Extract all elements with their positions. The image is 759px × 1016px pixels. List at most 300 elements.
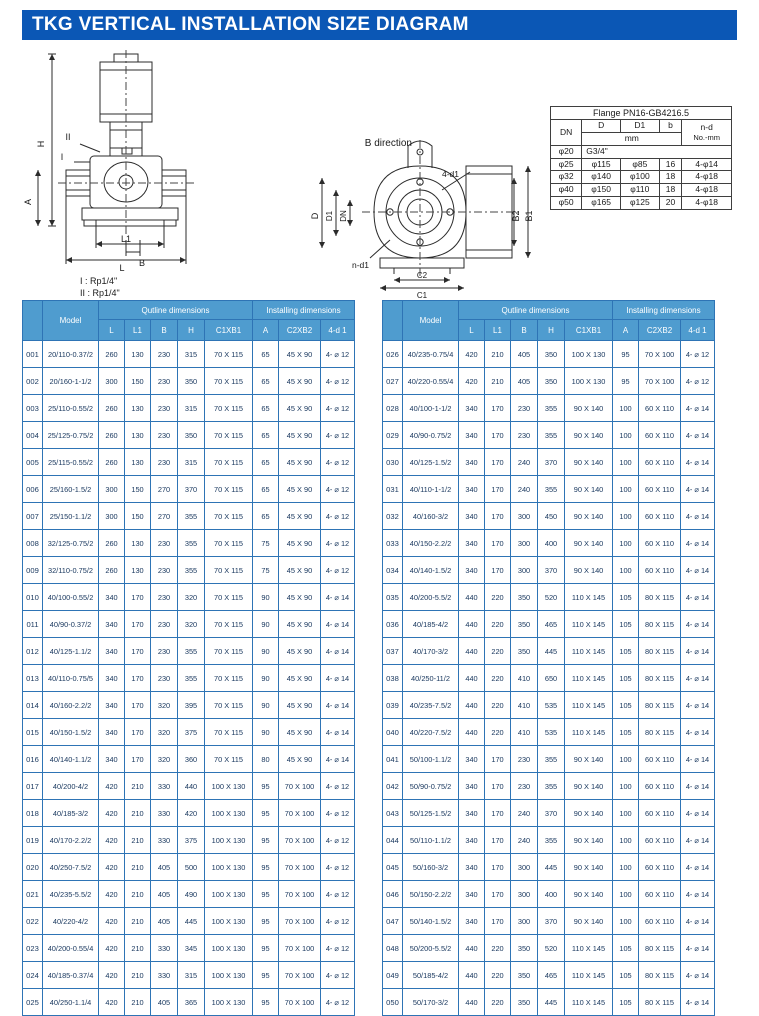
table-row xyxy=(23,800,355,827)
row-A: 100 xyxy=(613,908,639,935)
table-row xyxy=(23,368,355,395)
row-model: 40/200-4/2 xyxy=(43,773,99,800)
row-B: 230 xyxy=(511,395,538,422)
row-4d1: 4- ⌀ 14 xyxy=(321,611,355,638)
row-L: 340 xyxy=(459,827,485,854)
row-model: 40/110-1-1/2 xyxy=(403,476,459,503)
dimensions-table-left xyxy=(22,300,355,1016)
table-row xyxy=(23,557,355,584)
row-H: 355 xyxy=(538,422,565,449)
row-L1: 130 xyxy=(125,341,151,368)
row-index: 013 xyxy=(23,665,43,692)
flange-cell-d1: φ100 xyxy=(620,171,659,184)
row-index: 032 xyxy=(383,503,403,530)
row-B: 230 xyxy=(151,557,178,584)
row-L1: 170 xyxy=(485,827,511,854)
row-model: 40/250-11/2 xyxy=(403,665,459,692)
row-A: 100 xyxy=(613,395,639,422)
row-A: 100 xyxy=(613,557,639,584)
table-row xyxy=(23,746,355,773)
flange-cell-b: 18 xyxy=(659,171,682,184)
row-L1: 170 xyxy=(125,746,151,773)
flange-cell-d: φ150 xyxy=(582,184,621,197)
row-A: 95 xyxy=(253,962,279,989)
row-4d1: 4- ⌀ 14 xyxy=(321,719,355,746)
row-model: 40/235-7.5/2 xyxy=(403,692,459,719)
row-L: 440 xyxy=(459,719,485,746)
row-4d1: 4- ⌀ 14 xyxy=(681,935,715,962)
row-A: 105 xyxy=(613,665,639,692)
row-C2XB2: 70 X 100 xyxy=(279,800,321,827)
row-model: 40/160-2.2/2 xyxy=(43,692,99,719)
diagram-area xyxy=(22,44,737,300)
row-C2XB2: 60 X 110 xyxy=(639,449,681,476)
row-index: 039 xyxy=(383,692,403,719)
row-A: 90 xyxy=(253,665,279,692)
row-L: 340 xyxy=(459,908,485,935)
row-index: 044 xyxy=(383,827,403,854)
row-C1XB1: 70 X 115 xyxy=(205,557,253,584)
row-B: 350 xyxy=(511,584,538,611)
row-L: 440 xyxy=(459,935,485,962)
row-H: 370 xyxy=(178,476,205,503)
row-C2XB2: 60 X 110 xyxy=(639,854,681,881)
header-L1: L1 xyxy=(125,320,151,341)
row-index: 021 xyxy=(23,881,43,908)
flange-cell-dn: φ20 xyxy=(551,145,582,158)
table-row xyxy=(23,935,355,962)
row-C2XB2: 60 X 110 xyxy=(639,773,681,800)
flange-row xyxy=(551,184,732,197)
row-A: 95 xyxy=(613,368,639,395)
row-C2XB2: 45 X 90 xyxy=(279,476,321,503)
row-H: 465 xyxy=(538,611,565,638)
table-row xyxy=(383,476,715,503)
row-C1XB1: 100 X 130 xyxy=(205,935,253,962)
table-row xyxy=(383,746,715,773)
row-L: 420 xyxy=(99,962,125,989)
table-row xyxy=(23,449,355,476)
row-A: 65 xyxy=(253,368,279,395)
row-4d1: 4- ⌀ 14 xyxy=(681,638,715,665)
row-H: 450 xyxy=(538,503,565,530)
row-L: 300 xyxy=(99,476,125,503)
table-row xyxy=(23,422,355,449)
row-4d1: 4- ⌀ 12 xyxy=(321,854,355,881)
row-C1XB1: 90 X 140 xyxy=(565,530,613,557)
flange-cell-nd: 4-φ14 xyxy=(682,158,732,171)
table-row xyxy=(383,827,715,854)
flange-cell-b: 18 xyxy=(659,184,682,197)
row-C2XB2: 45 X 90 xyxy=(279,368,321,395)
row-L1: 210 xyxy=(125,908,151,935)
row-H: 400 xyxy=(538,881,565,908)
row-B: 350 xyxy=(511,989,538,1016)
row-L1: 210 xyxy=(125,827,151,854)
row-L: 340 xyxy=(99,638,125,665)
row-B: 405 xyxy=(151,854,178,881)
row-L1: 220 xyxy=(485,962,511,989)
row-C1XB1: 70 X 115 xyxy=(205,368,253,395)
flange-cell-dn: φ32 xyxy=(551,171,582,184)
row-index: 008 xyxy=(23,530,43,557)
row-index: 029 xyxy=(383,422,403,449)
flange-cell-d: φ140 xyxy=(582,171,621,184)
row-C1XB1: 70 X 115 xyxy=(205,449,253,476)
header-C2XB2: C2XB2 xyxy=(279,320,321,341)
row-B: 230 xyxy=(151,422,178,449)
row-A: 100 xyxy=(613,449,639,476)
row-C1XB1: 70 X 115 xyxy=(205,584,253,611)
row-4d1: 4- ⌀ 14 xyxy=(681,827,715,854)
row-L: 440 xyxy=(459,665,485,692)
row-L1: 210 xyxy=(485,341,511,368)
row-model: 32/110-0.75/2 xyxy=(43,557,99,584)
row-model: 40/160-3/2 xyxy=(403,503,459,530)
row-L1: 170 xyxy=(125,719,151,746)
row-model: 25/110-0.55/2 xyxy=(43,395,99,422)
row-C1XB1: 100 X 130 xyxy=(205,773,253,800)
row-L: 440 xyxy=(459,962,485,989)
row-C1XB1: 90 X 140 xyxy=(565,800,613,827)
row-B: 230 xyxy=(511,746,538,773)
row-A: 95 xyxy=(253,989,279,1016)
row-C2XB2: 45 X 90 xyxy=(279,449,321,476)
table-row xyxy=(383,935,715,962)
row-L1: 210 xyxy=(125,854,151,881)
row-A: 95 xyxy=(253,773,279,800)
row-C2XB2: 70 X 100 xyxy=(279,881,321,908)
row-L: 340 xyxy=(459,773,485,800)
row-C1XB1: 70 X 115 xyxy=(205,638,253,665)
row-L: 420 xyxy=(99,881,125,908)
dimensions-table-right xyxy=(382,300,715,1016)
dim-label-L1: L1 xyxy=(120,234,132,244)
row-B: 300 xyxy=(511,530,538,557)
row-C1XB1: 70 X 115 xyxy=(205,665,253,692)
row-model: 40/90-0.37/2 xyxy=(43,611,99,638)
row-index: 024 xyxy=(23,962,43,989)
flange-cell-d: φ115 xyxy=(582,158,621,171)
row-H: 320 xyxy=(178,584,205,611)
row-C2XB2: 45 X 90 xyxy=(279,692,321,719)
row-B: 300 xyxy=(511,854,538,881)
row-H: 350 xyxy=(178,422,205,449)
row-C1XB1: 90 X 140 xyxy=(565,908,613,935)
row-model: 40/125-1.5/2 xyxy=(403,449,459,476)
table-row xyxy=(383,395,715,422)
table-row xyxy=(383,800,715,827)
row-L: 420 xyxy=(459,368,485,395)
row-index: 036 xyxy=(383,611,403,638)
row-H: 355 xyxy=(178,638,205,665)
header-A: A xyxy=(253,320,279,341)
row-A: 65 xyxy=(253,395,279,422)
row-C1XB1: 110 X 145 xyxy=(565,584,613,611)
row-H: 355 xyxy=(538,476,565,503)
row-model: 40/100-1-1/2 xyxy=(403,395,459,422)
flange-col-D: D xyxy=(582,120,621,133)
row-C1XB1: 110 X 145 xyxy=(565,935,613,962)
table-row xyxy=(383,989,715,1016)
row-L: 340 xyxy=(459,746,485,773)
row-B: 240 xyxy=(511,827,538,854)
row-4d1: 4- ⌀ 14 xyxy=(321,665,355,692)
header-installing-dimensions: Installing dimensions xyxy=(613,301,715,320)
row-C2XB2: 45 X 90 xyxy=(279,422,321,449)
table-row xyxy=(23,530,355,557)
row-H: 365 xyxy=(178,989,205,1016)
header-4d1: 4-d 1 xyxy=(321,320,355,341)
row-index: 031 xyxy=(383,476,403,503)
row-index: 005 xyxy=(23,449,43,476)
left-table-body xyxy=(23,341,355,1016)
header-L1: L1 xyxy=(485,320,511,341)
row-4d1: 4- ⌀ 14 xyxy=(681,449,715,476)
row-4d1: 4- ⌀ 14 xyxy=(681,503,715,530)
row-C2XB2: 80 X 115 xyxy=(639,638,681,665)
row-L: 340 xyxy=(459,530,485,557)
row-C2XB2: 60 X 110 xyxy=(639,827,681,854)
header-C1XB1: C1XB1 xyxy=(565,320,613,341)
row-L: 420 xyxy=(99,800,125,827)
header-index xyxy=(383,301,403,341)
row-B: 270 xyxy=(151,503,178,530)
row-L: 340 xyxy=(99,665,125,692)
row-C1XB1: 90 X 140 xyxy=(565,395,613,422)
row-C2XB2: 70 X 100 xyxy=(639,368,681,395)
row-B: 350 xyxy=(511,935,538,962)
row-4d1: 4- ⌀ 14 xyxy=(681,665,715,692)
row-C2XB2: 80 X 115 xyxy=(639,692,681,719)
dim-label-H: H xyxy=(36,140,46,148)
row-index: 007 xyxy=(23,503,43,530)
table-row xyxy=(23,881,355,908)
dim-label-A: A xyxy=(23,198,33,206)
row-C1XB1: 70 X 115 xyxy=(205,746,253,773)
header-model: Model xyxy=(43,301,99,341)
row-L1: 170 xyxy=(485,449,511,476)
row-A: 75 xyxy=(253,557,279,584)
row-model: 20/110-0.37/2 xyxy=(43,341,99,368)
table-row xyxy=(383,719,715,746)
row-model: 40/250-7.5/2 xyxy=(43,854,99,881)
row-A: 65 xyxy=(253,476,279,503)
row-C2XB2: 45 X 90 xyxy=(279,341,321,368)
dimensions-tables xyxy=(22,300,737,1016)
row-index: 046 xyxy=(383,881,403,908)
row-H: 315 xyxy=(178,449,205,476)
row-B: 230 xyxy=(151,530,178,557)
row-B: 230 xyxy=(151,665,178,692)
row-4d1: 4- ⌀ 12 xyxy=(681,341,715,368)
row-L: 340 xyxy=(459,800,485,827)
flange-table-title: Flange PN16-GB4216.5 xyxy=(551,107,732,120)
row-L: 340 xyxy=(459,476,485,503)
row-L1: 130 xyxy=(125,422,151,449)
row-L1: 170 xyxy=(485,854,511,881)
row-L: 440 xyxy=(459,692,485,719)
row-index: 047 xyxy=(383,908,403,935)
row-B: 240 xyxy=(511,476,538,503)
table-row xyxy=(23,395,355,422)
row-C1XB1: 70 X 115 xyxy=(205,530,253,557)
table-row xyxy=(23,773,355,800)
row-L: 260 xyxy=(99,449,125,476)
row-L1: 220 xyxy=(485,611,511,638)
row-L1: 150 xyxy=(125,503,151,530)
row-L1: 170 xyxy=(485,557,511,584)
row-C1XB1: 90 X 140 xyxy=(565,449,613,476)
row-C2XB2: 70 X 100 xyxy=(279,989,321,1016)
row-B: 240 xyxy=(511,800,538,827)
row-H: 370 xyxy=(538,800,565,827)
row-4d1: 4- ⌀ 12 xyxy=(321,503,355,530)
row-index: 003 xyxy=(23,395,43,422)
row-H: 535 xyxy=(538,692,565,719)
row-A: 105 xyxy=(613,989,639,1016)
row-4d1: 4- ⌀ 14 xyxy=(681,881,715,908)
row-L: 420 xyxy=(99,827,125,854)
row-H: 315 xyxy=(178,962,205,989)
row-C1XB1: 70 X 115 xyxy=(205,422,253,449)
row-L: 440 xyxy=(459,611,485,638)
row-index: 018 xyxy=(23,800,43,827)
row-L1: 220 xyxy=(485,692,511,719)
row-A: 90 xyxy=(253,719,279,746)
row-C2XB2: 45 X 90 xyxy=(279,611,321,638)
flange-row xyxy=(551,145,732,158)
row-4d1: 4- ⌀ 14 xyxy=(681,908,715,935)
row-model: 25/115-0.55/2 xyxy=(43,449,99,476)
row-4d1: 4- ⌀ 12 xyxy=(321,530,355,557)
row-index: 011 xyxy=(23,611,43,638)
row-C1XB1: 110 X 145 xyxy=(565,989,613,1016)
table-row xyxy=(23,584,355,611)
row-L1: 210 xyxy=(125,989,151,1016)
row-H: 345 xyxy=(178,935,205,962)
row-H: 315 xyxy=(178,341,205,368)
flange-col-b: b xyxy=(659,120,682,133)
row-index: 045 xyxy=(383,854,403,881)
row-L: 420 xyxy=(99,773,125,800)
note-rp-I: I : Rp1/4" xyxy=(80,276,118,286)
table-row xyxy=(383,449,715,476)
row-4d1: 4- ⌀ 12 xyxy=(321,827,355,854)
row-H: 355 xyxy=(538,395,565,422)
flange-cell-d: φ165 xyxy=(582,196,621,209)
row-B: 230 xyxy=(151,584,178,611)
row-4d1: 4- ⌀ 12 xyxy=(321,881,355,908)
row-B: 230 xyxy=(511,422,538,449)
row-L1: 220 xyxy=(485,584,511,611)
dim-label-B1: B1 xyxy=(524,210,534,222)
row-B: 300 xyxy=(511,557,538,584)
row-L1: 170 xyxy=(125,692,151,719)
row-L: 340 xyxy=(459,557,485,584)
flange-row xyxy=(551,158,732,171)
row-L: 300 xyxy=(99,503,125,530)
row-L1: 210 xyxy=(125,800,151,827)
row-L1: 170 xyxy=(125,611,151,638)
row-L1: 210 xyxy=(125,881,151,908)
row-A: 95 xyxy=(253,800,279,827)
row-L: 340 xyxy=(99,692,125,719)
row-model: 40/140-1.1/2 xyxy=(43,746,99,773)
row-L: 420 xyxy=(99,854,125,881)
row-4d1: 4- ⌀ 12 xyxy=(321,557,355,584)
row-model: 40/185-3/2 xyxy=(43,800,99,827)
row-H: 320 xyxy=(178,611,205,638)
row-B: 410 xyxy=(511,692,538,719)
row-index: 049 xyxy=(383,962,403,989)
row-B: 330 xyxy=(151,800,178,827)
table-row xyxy=(383,503,715,530)
row-index: 020 xyxy=(23,854,43,881)
row-model: 40/150-2.2/2 xyxy=(403,530,459,557)
row-C2XB2: 60 X 110 xyxy=(639,530,681,557)
left-table-wrap xyxy=(22,300,376,1016)
row-A: 65 xyxy=(253,341,279,368)
header-model: Model xyxy=(403,301,459,341)
row-L1: 170 xyxy=(125,584,151,611)
right-table-wrap xyxy=(382,300,736,1016)
table-row xyxy=(23,854,355,881)
row-L: 340 xyxy=(99,719,125,746)
row-L: 440 xyxy=(459,584,485,611)
dim-label-B: B xyxy=(138,258,146,268)
row-L1: 130 xyxy=(125,395,151,422)
row-C2XB2: 45 X 90 xyxy=(279,530,321,557)
row-L: 340 xyxy=(459,854,485,881)
row-C2XB2: 60 X 110 xyxy=(639,422,681,449)
row-H: 370 xyxy=(538,557,565,584)
row-4d1: 4- ⌀ 12 xyxy=(321,800,355,827)
row-index: 042 xyxy=(383,773,403,800)
dim-label-D: D xyxy=(310,212,320,220)
row-H: 420 xyxy=(178,800,205,827)
row-index: 009 xyxy=(23,557,43,584)
row-L: 260 xyxy=(99,395,125,422)
row-A: 105 xyxy=(613,719,639,746)
row-C2XB2: 70 X 100 xyxy=(279,962,321,989)
row-L1: 130 xyxy=(125,557,151,584)
row-4d1: 4- ⌀ 14 xyxy=(681,395,715,422)
row-model: 50/100-1.1/2 xyxy=(403,746,459,773)
row-4d1: 4- ⌀ 14 xyxy=(681,692,715,719)
row-H: 465 xyxy=(538,962,565,989)
row-H: 445 xyxy=(538,989,565,1016)
dim-label-DN: DN xyxy=(339,210,348,222)
flange-cell-dn: φ50 xyxy=(551,196,582,209)
row-C2XB2: 60 X 110 xyxy=(639,908,681,935)
header-outline-dimensions: Qutline dimensions xyxy=(459,301,613,320)
row-H: 355 xyxy=(538,827,565,854)
row-model: 40/170-2.2/2 xyxy=(43,827,99,854)
row-B: 330 xyxy=(151,935,178,962)
row-H: 370 xyxy=(538,908,565,935)
row-A: 100 xyxy=(613,773,639,800)
table-row xyxy=(23,341,355,368)
row-C2XB2: 60 X 110 xyxy=(639,476,681,503)
row-index: 025 xyxy=(23,989,43,1016)
page-title-bar xyxy=(22,10,737,40)
row-H: 350 xyxy=(538,341,565,368)
row-H: 445 xyxy=(538,854,565,881)
row-C1XB1: 100 X 130 xyxy=(205,827,253,854)
row-H: 520 xyxy=(538,935,565,962)
row-C2XB2: 45 X 90 xyxy=(279,746,321,773)
